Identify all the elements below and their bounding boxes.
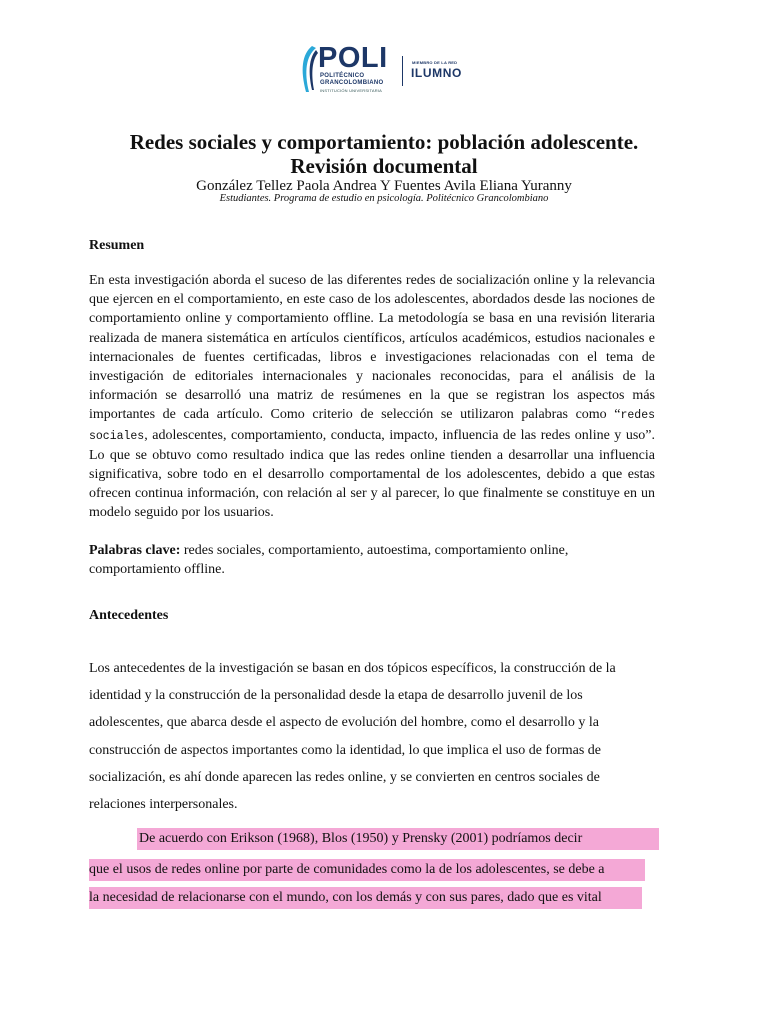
abstract-text-1: En esta investigación aborda el suceso de las diferentes redes de socialización online y la relevancia que ejercen en el comportamiento, en este caso de los adolescentes, abordados desde las nociones de comportamiento online y comportamiento offline. La metodología se basa en una revisión literaria realizada de manera sistemática en artículos científicos, artículos académicos, estudios nacionales e internacionales de fuentes certificadas, libros e investigaciones relacionadas con el tema de investigación de editoriales internacionales y nacionales reconocidas, para el análisis de la información se desarrolló una matriz de resúmenes en la que se registran los aspectos más importantes de cada artículo. Como criterio de selección se utilizaron palabras como “: [89, 273, 655, 423]
document-title-line-1: Redes sociales y comportamiento: población adolescente.: [129, 130, 639, 154]
logo-divider: [402, 56, 403, 86]
keywords-text: redes sociales, comportamiento, autoestima, comportamiento online, comportamiento offline.: [89, 543, 569, 578]
document-title-line-2: Revisión documental: [290, 154, 478, 178]
section-heading-resumen: Resumen: [89, 238, 145, 253]
logo-subtitle-1: POLITÉCNICO: [320, 73, 365, 79]
abstract-mono-term: redes sociales: [89, 409, 655, 443]
highlighted-line-2: que el usos de redes online por parte de comunidades como la de los adolescentes, se debe a: [89, 859, 645, 881]
logo-wordmark: POLI: [318, 42, 388, 74]
antecedentes-paragraph: Los antecedentes de la investigación se basan en dos tópicos específicos, la construcción de la identidad y la construcción de la personalidad desde la etapa de desarrollo juvenil de los adolescentes, que abarca desde el aspecto de evolución del hombre, como el desarrollo y la construcción de aspectos importantes como la identidad, lo que implica el uso de formas de socialización, es ahí donde aparecen las redes online, y se convierten en centros sociales de relaciones interpersonales.: [89, 661, 616, 813]
document-authors: González Tellez Paola Andrea Y Fuentes Avila Eliana Yuranny: [196, 178, 572, 194]
keywords-paragraph: [89, 541, 655, 579]
section-heading-antecedentes: Antecedentes: [89, 608, 169, 623]
abstract-paragraph: [89, 271, 655, 523]
network-caption: MIEMBRO DE LA RED: [412, 60, 458, 65]
network-name: ILUMNO: [411, 66, 462, 80]
logo-subtitle-2: GRANCOLOMBIANO: [320, 80, 384, 86]
poli-logo-mark-icon: [298, 44, 318, 94]
document-affiliation: Estudiantes. Programa de estudio en psicología. Politécnico Grancolombiano: [219, 193, 549, 204]
highlighted-line-3: la necesidad de relacionarse con el mundo, con los demás y con sus pares, dado que es vital: [89, 887, 642, 909]
institution-logo: [298, 42, 488, 98]
keywords-label: Palabras clave:: [89, 543, 181, 558]
highlighted-line-1: De acuerdo con Erikson (1968), Blos (1950) y Prensky (2001) podríamos decir: [137, 828, 659, 850]
abstract-text-2: , adolescentes, comportamiento, conducta, impacto, influencia de las redes online y uso”. Lo que se obtuvo como resultado indica que las redes online tienden a desarrollar una influencia significativa, sobre todo en el desarrollo comportamental de los adolescentes, debido a que estas ofrecen continua información, con relación al ser y al parecer, lo que finalmente se constituye en un modelo seguido por los usuarios.: [89, 427, 655, 521]
logo-subtitle-3: INSTITUCIÓN UNIVERSITARIA: [320, 88, 383, 93]
